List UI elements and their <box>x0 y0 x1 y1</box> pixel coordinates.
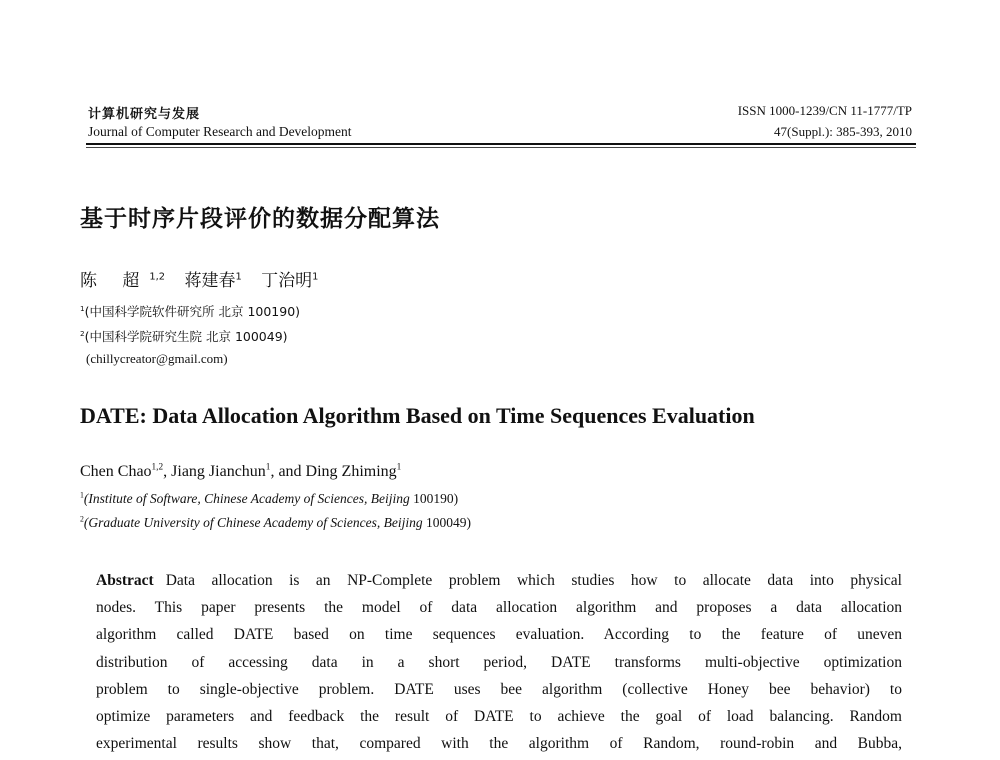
abstract <box>96 567 902 757</box>
abstract-line: Abstract Data allocation is an NP-Complete problem which studies how to allocate data into physical <box>96 572 902 589</box>
journal-issn: ISSN 1000-1239/CN 11-1777/TP <box>737 103 912 118</box>
journal-name-en: Journal of Computer Research and Development <box>88 124 352 139</box>
header-rule-thin <box>86 147 916 148</box>
affiliation-en: $^2$(Graduate University of Chinese Academy of Sciences, Beijing 100049) <box>80 514 471 530</box>
abstract-line: distribution of accessing data in a short period, DATE transforms multi-objective optimization <box>96 653 902 671</box>
author-cn: 丁治明$^1$ <box>261 271 319 291</box>
header-rule-thick <box>86 143 916 145</box>
journal-name-cn: 计算机研究与发展 <box>88 107 201 122</box>
affiliation-cn: $^1$(中国科学院软件研究所 北京 100190) <box>80 303 301 319</box>
abstract-line: problem to single-objective problem. DATE uses bee algorithm (collective Honey bee behavior) to <box>96 680 902 698</box>
authors-en <box>80 463 401 481</box>
abstract-line: nodes. This paper presents the model of data allocation algorithm and proposes a data allocation <box>96 599 902 617</box>
affiliation-en: $^1$(Institute of Software, Chinese Academy of Sciences, Beijing 100190) <box>80 490 459 506</box>
author-cn: 陈 超$^{1,2}$ <box>80 271 166 291</box>
abstract-line: algorithm called DATE based on time sequences evaluation. According to the feature of uneven <box>96 626 902 644</box>
paper-title-en: DATE: Data Allocation Algorithm Based on Time Sequences Evaluation <box>80 403 755 428</box>
author-en: Jiang Jianchun$^1$, and <box>171 462 306 480</box>
abstract-line: experimental results show that, compared with the algorithm of Random, round-robin and Bubba, <box>96 735 902 753</box>
journal-volume: 47(Suppl.): 385-393, 2010 <box>774 124 912 139</box>
abstract-line: optimize parameters and feedback the result of DATE to achieve the goal of load balancing. Random <box>96 707 902 725</box>
authors-cn <box>80 266 332 291</box>
author-en: Chen Chao$^{1,2}$, <box>80 462 172 480</box>
author-cn: 蒋建春$^1$ <box>184 271 242 291</box>
author-email: (chillycreator@gmail.com) <box>86 351 228 366</box>
paper-title-cn: 基于时序片段评价的数据分配算法 <box>80 206 440 232</box>
affiliation-cn: $^2$(中国科学院研究生院 北京 100049) <box>80 328 288 344</box>
abstract-label: Abstract <box>96 572 154 589</box>
author-en: Ding Zhiming$^1$ <box>305 462 402 480</box>
